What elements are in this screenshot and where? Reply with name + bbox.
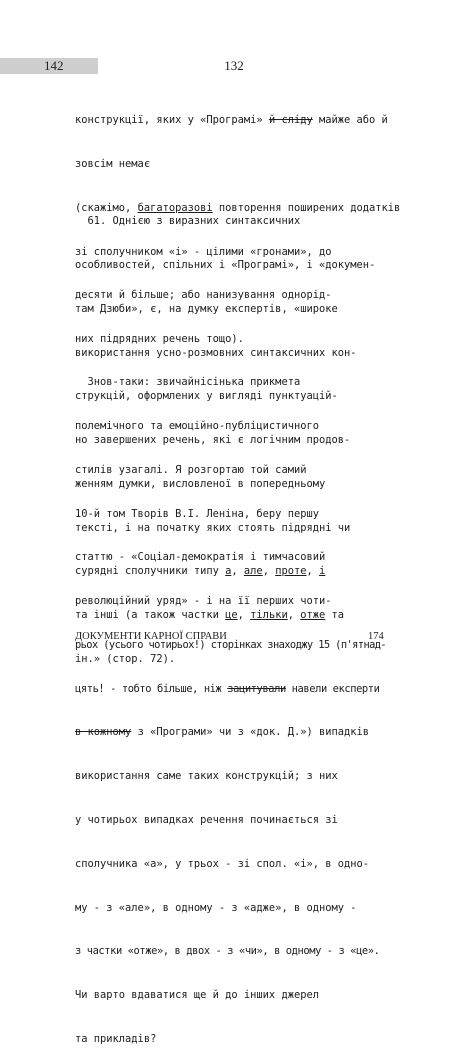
struck-text: в кожному bbox=[75, 726, 132, 739]
text-line: сполучника «а», у трьох - зі спол. «і», в одно- bbox=[75, 857, 370, 870]
text-line: зі сполучником «і» - цілими «гронами», до bbox=[75, 245, 332, 258]
text-line: (скажімо, багаторазові повторення поширених додатків bbox=[75, 201, 401, 214]
text-line: женням думки, висловленої в попередньому bbox=[75, 477, 326, 490]
underlined-text: але bbox=[243, 565, 263, 578]
text-line: тексті, і на початку яких стоять підрядні чи bbox=[75, 521, 351, 534]
underlined-text: проте bbox=[275, 565, 307, 578]
text-line: там Дзюби», є, на думку експертів, «широке bbox=[75, 302, 338, 315]
text-line: му - з «але», в одному - з «адже», в одному - bbox=[75, 901, 357, 914]
paragraph-block-3 bbox=[75, 346, 405, 1061]
text-line: з частки «отже», в двох - з «чи», в одному - з «це». bbox=[75, 945, 380, 958]
archive-page-number: 142 bbox=[44, 58, 64, 73]
text-line: сурядні сполучники типу а, але, проте, і bbox=[75, 565, 326, 578]
running-footer-title: ДОКУМЕНТИ КАРНОЇ СПРАВИ bbox=[75, 631, 227, 642]
text-line: полемічного та емоційно-публіцистичного bbox=[75, 419, 319, 432]
underlined-text: це bbox=[225, 609, 238, 622]
page-number: 132 bbox=[224, 58, 244, 73]
text-line: цять! - тобто більше, ніж зацитували навели експерти bbox=[75, 682, 380, 695]
text-line: Знов-таки: звичайнісінька прикмета bbox=[75, 376, 301, 389]
text-line: десяти й більше; або нанизування однорід- bbox=[75, 289, 332, 302]
text-line: 61. Однією з виразних синтаксичних bbox=[75, 215, 301, 228]
text-line: та інші (а також частки це, тільки, отже та bbox=[75, 609, 345, 622]
text-line: революційний уряд» - і на її перших чоти- bbox=[75, 595, 332, 608]
text-line: них підрядних речень тощо). bbox=[75, 333, 244, 346]
text-line: використання саме таких конструкцій; з них bbox=[75, 770, 338, 783]
text-line: в кожному з «Програми» чи з «док. Д.») випадків bbox=[75, 726, 370, 739]
struck-text: й сліду bbox=[268, 114, 313, 127]
text-line: струкцій, оформлених у вигляді пунктуацій- bbox=[75, 390, 338, 403]
text-line: статтю - «Соціал-демократія і тимчасовий bbox=[75, 551, 326, 564]
text-line: ін.» (стор. 72). bbox=[75, 653, 176, 665]
struck-text: зацитували bbox=[227, 682, 286, 695]
underlined-text: багаторазові bbox=[137, 201, 213, 214]
text-line: конструкції, яких у «Програмі» й сліду майже або й bbox=[75, 114, 388, 127]
text-line: та прикладів? bbox=[75, 1032, 157, 1045]
underlined-text: отже bbox=[300, 609, 326, 622]
underlined-text: а bbox=[225, 565, 232, 578]
text-line: використання усно-розмовних синтаксичних кон- bbox=[75, 346, 357, 359]
text-line: Чи варто вдаватися ще й до інших джерел bbox=[75, 989, 319, 1002]
text-line: стилів узагалі. Я розгортаю той самий bbox=[75, 463, 307, 476]
footer-page-number: 174 bbox=[368, 631, 384, 642]
text-line: рьох (усього чотирьох!) сторінках знаходжу 15 (п'ятнад- bbox=[75, 638, 387, 651]
underlined-text: тільки bbox=[250, 609, 288, 622]
text-line: особливостей, спільних і «Програмі», і «докумен- bbox=[75, 258, 376, 271]
underlined-text: і bbox=[319, 565, 326, 578]
text-line: но завершених речень, які є логічним продов- bbox=[75, 434, 351, 447]
text-line: 10-й том Творів В.І. Леніна, беру першу bbox=[75, 507, 319, 520]
text-line: у чотирьох випадках речення починається зі bbox=[75, 814, 338, 826]
text-line: зовсім немає bbox=[75, 157, 151, 170]
